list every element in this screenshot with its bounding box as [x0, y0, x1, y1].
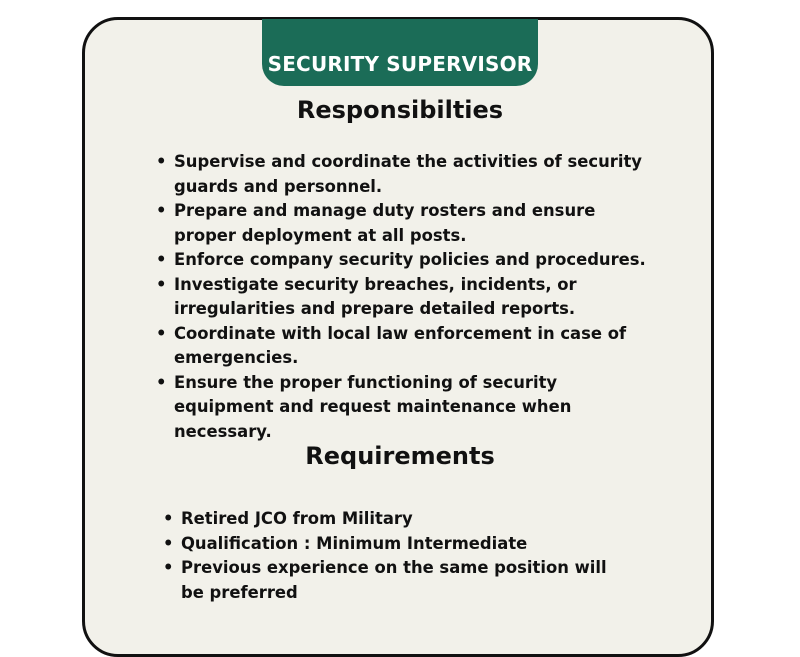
list-item: • Qualification : Minimum Intermediate: [181, 532, 631, 557]
responsibilities-list: [174, 150, 654, 444]
list-item: • Prepare and manage duty rosters and ensure proper deployment at all posts.: [174, 199, 654, 248]
list-item: • Retired JCO from Military: [181, 507, 631, 532]
responsibilities-heading: Responsibilties: [296, 96, 504, 124]
list-item: • Coordinate with local law enforcement in case of emergencies.: [174, 322, 654, 371]
list-item: • Ensure the proper functioning of security equipment and request maintenance when necessary.: [174, 371, 654, 445]
requirements-heading: Requirements: [305, 442, 495, 470]
list-item: • Supervise and coordinate the activities of security guards and personnel.: [174, 150, 654, 199]
job-title: SECURITY SUPERVISOR: [267, 52, 533, 76]
list-item: • Investigate security breaches, incidents, or irregularities and prepare detailed reports.: [174, 273, 654, 322]
list-item: • Enforce company security policies and procedures.: [174, 248, 654, 273]
list-item: • Previous experience on the same position will be preferred: [181, 556, 631, 605]
requirements-list: [181, 507, 631, 605]
